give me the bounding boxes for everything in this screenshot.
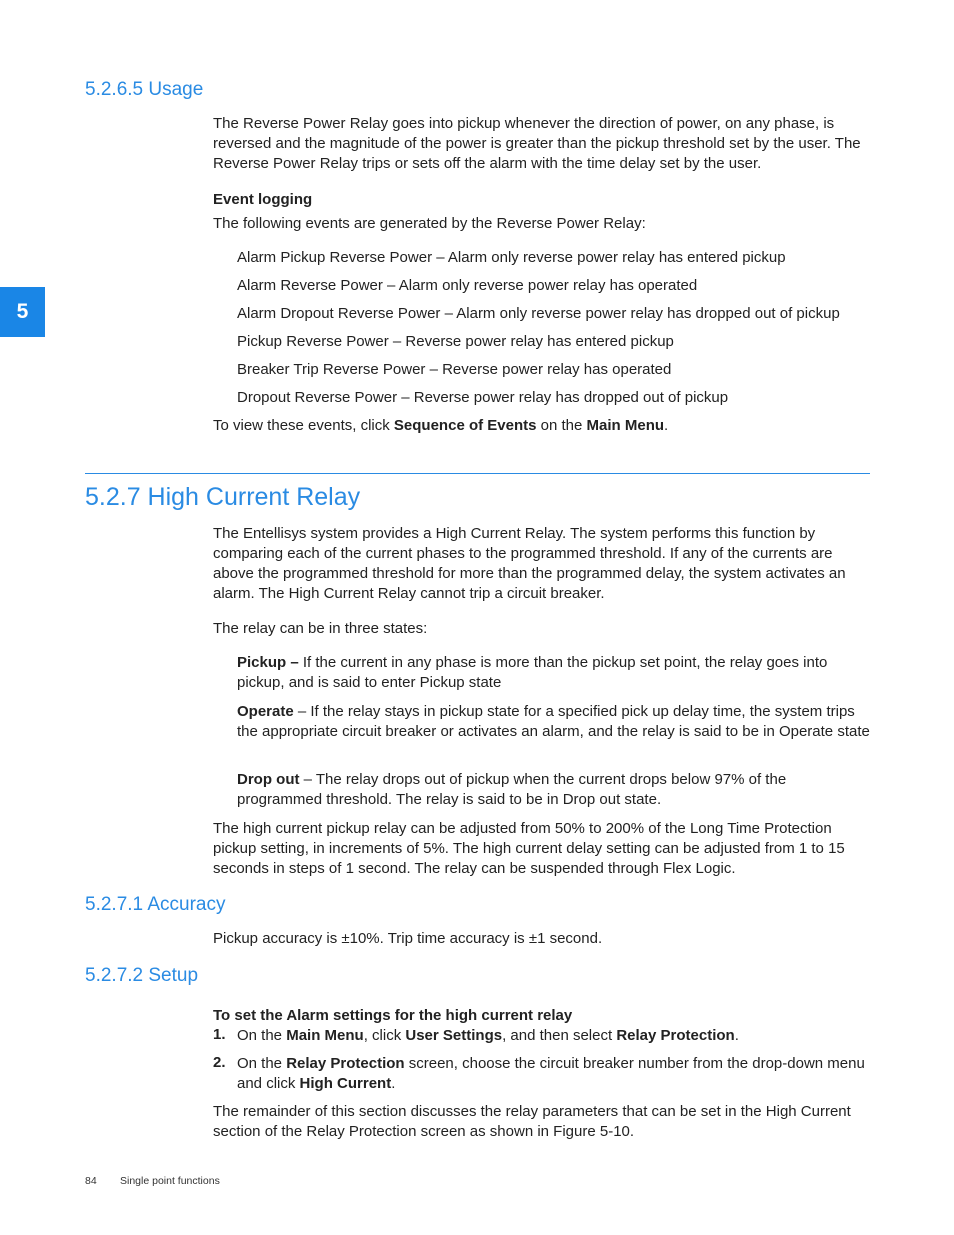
events-intro: The following events are generated by the Reverse Power Relay: xyxy=(213,215,646,232)
event-item: Pickup Reverse Power – Reverse power relay has entered pickup xyxy=(237,333,674,350)
state-term: Operate xyxy=(237,703,294,720)
step-text: . xyxy=(391,1075,396,1092)
adjust-paragraph: The high current pickup relay can be adjusted from 50% to 200% of the Long Time Protection pickup setting, in increments of 5%. The high current delay setting can be adjusted from 1 to 15 seconds in steps of 1 second. The relay can be suspended through Flex Logic. xyxy=(213,820,845,877)
state-item-pickup xyxy=(237,653,873,693)
event-item: Alarm Reverse Power – Alarm only reverse power relay has operated xyxy=(237,277,698,294)
section-heading-accuracy: 5.2.7.1 Accuracy xyxy=(85,894,226,915)
state-item-operate xyxy=(237,702,873,742)
section-heading-setup: 5.2.7.2 Setup xyxy=(85,965,199,986)
view-events-text: To view these events, click xyxy=(213,417,394,434)
state-term: Drop out xyxy=(237,771,300,788)
page-number: 84 xyxy=(85,1175,97,1187)
states-intro: The relay can be in three states: xyxy=(213,620,428,637)
step-number: 1. xyxy=(213,1026,226,1043)
event-item: Alarm Pickup Reverse Power – Alarm only reverse power relay has entered pickup xyxy=(237,249,786,266)
step-text: On the xyxy=(237,1027,287,1044)
procedure-heading: To set the Alarm settings for the high current relay xyxy=(213,1007,573,1024)
state-item-drop-out xyxy=(237,770,873,810)
accuracy-text: Pickup accuracy is ±10%. Trip time accuracy is ±1 second. xyxy=(213,930,603,947)
state-description: – If the relay stays in pickup state for a specified pick up delay time, the system trips the appropriate circuit breaker or activates an alarm, and the relay is said to be in Operate state xyxy=(237,703,870,740)
main-menu-term: Main Menu xyxy=(286,1027,364,1044)
relay-protection-term: Relay Protection xyxy=(286,1055,405,1072)
user-settings-term: User Settings xyxy=(405,1027,503,1044)
step-text: screen, choose the circuit breaker number from the drop-down menu and click xyxy=(237,1055,865,1092)
state-description: – The relay drops out of pickup when the current drops below 97% of the programmed threshold. The relay is said to be in Drop out state. xyxy=(237,771,787,808)
usage-intro: The Reverse Power Relay goes into pickup whenever the direction of power, on any phase, is reversed and the magnitude of the power is greater than the pickup threshold set by the user. The Reverse Power Relay trips or sets off the alarm with the time delay set by the user. xyxy=(213,115,861,172)
view-events-text: . xyxy=(664,417,669,434)
relay-protection-term: Relay Protection xyxy=(616,1027,735,1044)
chapter-tab: 5 xyxy=(0,287,45,337)
view-events-text: on the xyxy=(536,417,587,434)
view-events-instruction xyxy=(213,416,873,436)
event-item: Alarm Dropout Reverse Power – Alarm only reverse power relay has dropped out of pickup xyxy=(237,305,840,322)
step-text: On the xyxy=(237,1055,287,1072)
state-description: If the current in any phase is more than the pickup set point, the relay goes into pickup, and is said to enter Pickup state xyxy=(237,654,828,691)
footer-section-title: Single point functions xyxy=(120,1175,220,1187)
high-current-term: High Current xyxy=(299,1075,392,1092)
event-item: Dropout Reverse Power – Reverse power relay has dropped out of pickup xyxy=(237,389,729,406)
event-logging-heading: Event logging xyxy=(213,191,313,208)
step-text: . xyxy=(734,1027,739,1044)
step-number: 2. xyxy=(213,1054,226,1071)
step-text: , and then select xyxy=(502,1027,617,1044)
main-menu-term: Main Menu xyxy=(586,417,665,434)
high-current-intro: The Entellisys system provides a High Current Relay. The system performs this function by comparing each of the current phases to the programmed threshold. If any of the currents are above the programmed threshold for more than the programmed delay, the system activates an alarm. The High Current Relay cannot trip a circuit breaker. xyxy=(213,525,846,602)
section-divider xyxy=(85,473,870,474)
event-item: Breaker Trip Reverse Power – Reverse power relay has operated xyxy=(237,361,672,378)
step-text: , click xyxy=(363,1027,406,1044)
section-heading-high-current-relay: 5.2.7 High Current Relay xyxy=(85,483,361,511)
section-heading-usage: 5.2.6.5 Usage xyxy=(85,79,204,100)
step-2 xyxy=(237,1054,873,1094)
sequence-of-events-term: Sequence of Events xyxy=(393,417,537,434)
state-term: Pickup – xyxy=(237,654,299,671)
step-1 xyxy=(237,1026,873,1046)
remainder-paragraph: The remainder of this section discusses the relay parameters that can be set in the High Current section of the Relay Protection screen as shown in Figure 5-10. xyxy=(213,1103,851,1140)
